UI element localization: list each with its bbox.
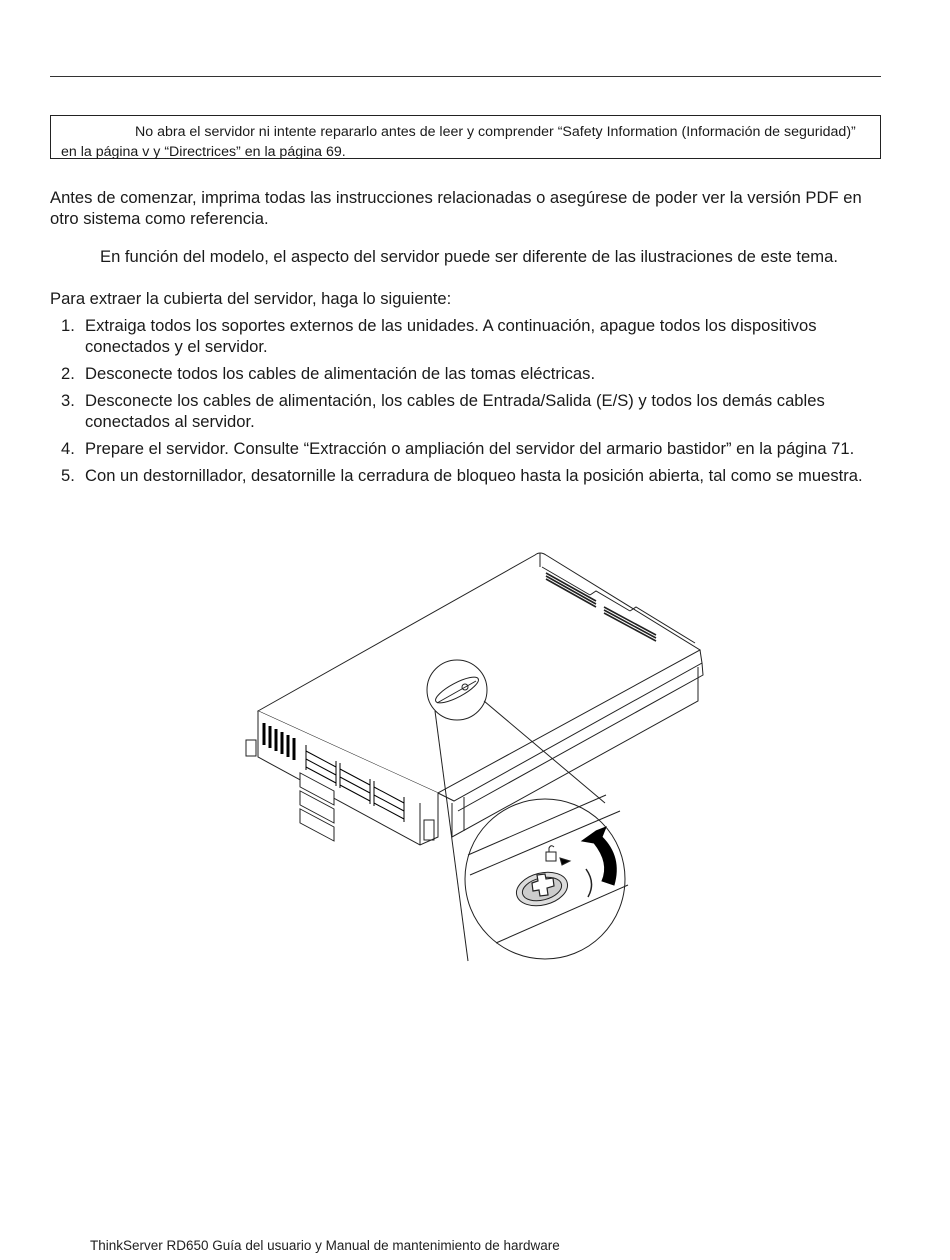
note-paragraph: En función del modelo, el aspecto del servidor puede ser diferente de las ilustraciones de este tema. [100,247,838,266]
safety-notice [50,115,881,159]
list-item: 1. Extraiga todos los soportes externos de las unidades. A continuación, apague todos los dispositivos conectados y el servidor. [61,316,817,356]
steps-list [50,315,890,492]
intro-paragraph: Antes de comenzar, imprima todas las instrucciones relacionadas o asegúrese de poder ver la versión PDF en otro sistema como referencia. [50,188,862,228]
list-item: 4. Prepare el servidor. Consulte “Extracción o ampliación del servidor del armario bastidor” en la página 71. [61,439,855,458]
notice-text: No abra el servidor ni intente repararlo antes de leer y comprender “Safety Information (Información de seguridad)” en la página v y “Directrices” en la página 69. [61,124,856,160]
list-item: 3. Desconecte los cables de alimentación, los cables de Entrada/Salida (E/S) y todos los demás cables conectados al servidor. [61,391,825,431]
list-item: 2. Desconecte todos los cables de alimentación de las tomas eléctricas. [61,364,596,383]
header-rule [50,76,881,77]
lead-paragraph: Para extraer la cubierta del servidor, haga lo siguiente: [50,289,452,308]
list-item: 5. Con un destornillador, desatornille la cerradura de bloqueo hasta la posición abierta, tal como se muestra. [61,466,863,485]
server-cover-illustration [240,545,710,965]
page-footer: ThinkServer RD650 Guía del usuario y Manual de mantenimiento de hardware [90,1238,560,1253]
